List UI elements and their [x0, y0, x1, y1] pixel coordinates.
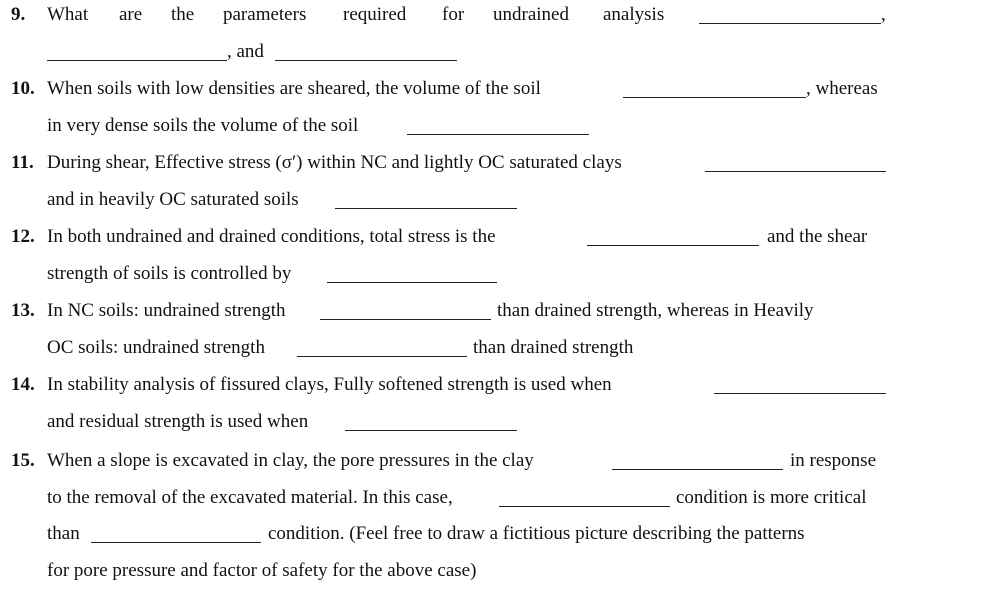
answer-blank[interactable] — [275, 60, 457, 61]
q15-line-2 — [0, 485, 983, 515]
answer-blank[interactable] — [407, 134, 589, 135]
q12-number: 12. — [11, 226, 35, 247]
q12-line-1 — [0, 224, 983, 254]
q14-line-2 — [0, 409, 983, 439]
q10-line-2 — [0, 113, 983, 143]
q15-line-4 — [0, 558, 983, 588]
answer-blank[interactable] — [587, 245, 759, 246]
q11-text: During shear, Effective stress (σ′) within NC and lightly OC saturated clays — [47, 152, 622, 173]
q9-number: 9. — [11, 4, 26, 25]
q10-text: When soils with low densities are sheared, the volume of the soil — [47, 78, 541, 99]
answer-blank[interactable] — [699, 23, 881, 24]
q12-text: In both undrained and drained conditions, total stress is the — [47, 226, 496, 247]
q12-text: strength of soils is controlled by — [47, 263, 292, 284]
q13-text: than drained strength, whereas in Heavily — [497, 300, 814, 321]
answer-blank[interactable] — [623, 97, 806, 98]
q9-comma: , — [881, 4, 886, 25]
q10-text: , whereas — [806, 78, 878, 99]
q13-line-2 — [0, 335, 983, 365]
answer-blank[interactable] — [297, 356, 467, 357]
q15-text: condition. (Feel free to draw a fictitious picture describing the patterns — [268, 523, 805, 544]
q15-line-1 — [0, 448, 983, 478]
answer-blank[interactable] — [499, 506, 670, 507]
answer-blank[interactable] — [91, 542, 261, 543]
q9-word: What — [47, 4, 89, 25]
q9-line-2 — [0, 39, 983, 69]
q9-word: analysis — [603, 4, 665, 25]
q14-text: and residual strength is used when — [47, 411, 309, 432]
q15-number: 15. — [11, 450, 35, 471]
q15-line-3 — [0, 521, 983, 551]
q11-line-2 — [0, 187, 983, 217]
q13-line-1 — [0, 298, 983, 328]
q14-text: In stability analysis of fissured clays, Fully softened strength is used when — [47, 374, 612, 395]
q15-text: to the removal of the excavated material. In this case, — [47, 487, 453, 508]
q9-word: for — [442, 4, 465, 25]
q12-line-2 — [0, 261, 983, 291]
q11-line-1 — [0, 150, 983, 180]
q11-number: 11. — [11, 152, 34, 173]
q15-text: in response — [790, 450, 877, 471]
q12-text: and the shear — [767, 226, 868, 247]
answer-blank[interactable] — [705, 171, 886, 172]
q9-word: are — [119, 4, 143, 25]
q15-text: for pore pressure and factor of safety for the above case) — [47, 560, 477, 581]
q15-text: When a slope is excavated in clay, the pore pressures in the clay — [47, 450, 534, 471]
answer-blank[interactable] — [47, 60, 227, 61]
q13-text: In NC soils: undrained strength — [47, 300, 286, 321]
q13-number: 13. — [11, 300, 35, 321]
answer-blank[interactable] — [327, 282, 497, 283]
q9-word: required — [343, 4, 407, 25]
q14-number: 14. — [11, 374, 35, 395]
q10-text: in very dense soils the volume of the soil — [47, 115, 359, 136]
answer-blank[interactable] — [335, 208, 517, 209]
q9-word: undrained — [493, 4, 569, 25]
q9-word: the — [171, 4, 195, 25]
q14-line-1 — [0, 372, 983, 402]
q15-text: condition is more critical — [676, 487, 867, 508]
q15-text: than — [47, 523, 80, 544]
q13-text: than drained strength — [473, 337, 634, 358]
answer-blank[interactable] — [714, 393, 886, 394]
answer-blank[interactable] — [612, 469, 783, 470]
answer-blank[interactable] — [320, 319, 491, 320]
q10-number: 10. — [11, 78, 35, 99]
q9-and: , and — [227, 41, 264, 62]
q9-word: parameters — [223, 4, 307, 25]
q10-line-1 — [0, 76, 983, 106]
answer-blank[interactable] — [345, 430, 517, 431]
q9-line-1 — [0, 2, 983, 32]
q11-text: and in heavily OC saturated soils — [47, 189, 299, 210]
q13-text: OC soils: undrained strength — [47, 337, 265, 358]
